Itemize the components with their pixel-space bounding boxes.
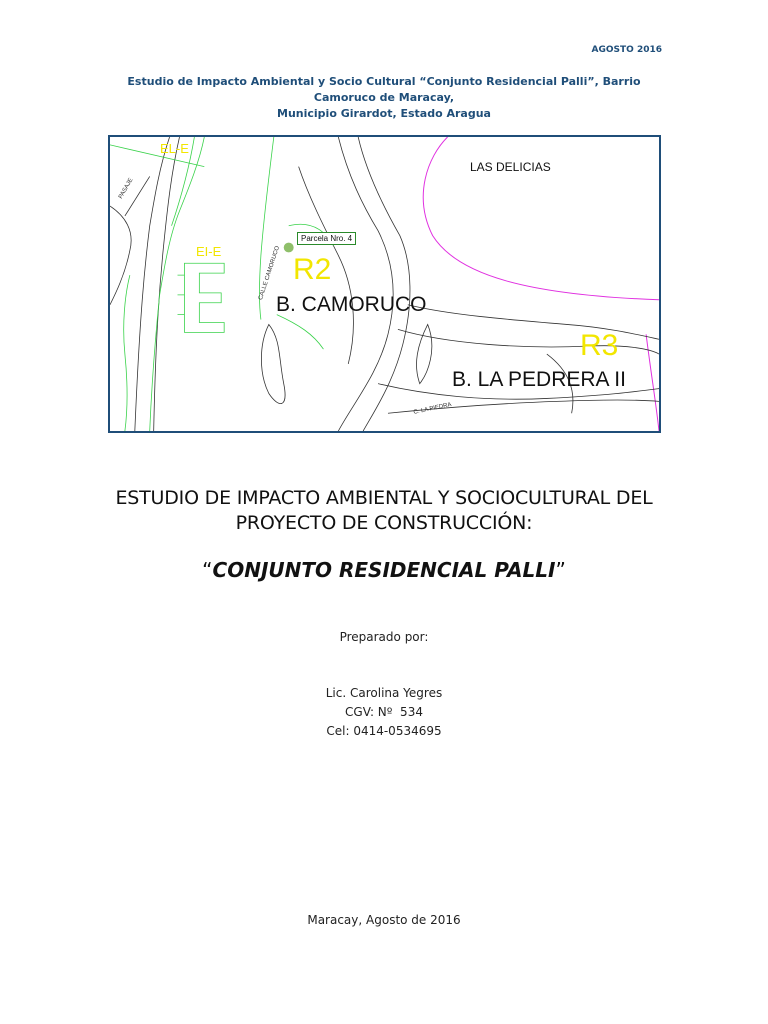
parcel-label: Parcela Nro. 4	[297, 232, 356, 245]
zone-label-el-e: EL-E	[160, 141, 189, 156]
road	[398, 329, 659, 354]
open-quote: “	[202, 558, 213, 582]
zone-line	[124, 275, 130, 431]
block-outline	[417, 324, 432, 383]
road	[358, 137, 410, 431]
location-map	[108, 135, 661, 433]
author-name: Lic. Carolina Yegres	[325, 686, 443, 700]
close-quote: ”	[555, 558, 566, 582]
project-name	[60, 558, 708, 582]
document-title	[60, 486, 708, 536]
place-date: Maracay, Agosto de 2016	[307, 913, 461, 927]
zone-label-r2: R2	[293, 253, 332, 286]
building-marks	[178, 275, 185, 314]
zone-label-ei-e: EI-E	[196, 244, 222, 259]
author-phone: Cel: 0414-0534695	[326, 724, 442, 738]
street-label-pasaje: PASAJE	[118, 177, 135, 200]
road	[408, 305, 659, 340]
area-label-b-la-pedrera: B. LA PEDRERA II	[452, 368, 626, 391]
zone-line	[110, 145, 204, 167]
header-title-line1: Estudio de Impacto Ambiental y Socio Cultural “Conjunto Residencial Palli”, Barrio Camoruco de Maracay,	[127, 75, 641, 104]
author-block	[0, 684, 768, 741]
document-title-line1: ESTUDIO DE IMPACTO AMBIENTAL Y SOCIOCULTURAL DEL	[115, 487, 653, 509]
parcel-marker	[284, 243, 294, 253]
block-outline	[261, 324, 285, 403]
boundary-line-east	[646, 334, 659, 431]
header-title	[100, 74, 668, 122]
road	[110, 206, 131, 305]
header-date: AGOSTO 2016	[591, 45, 662, 55]
area-label-las-delicias: LAS DELICIAS	[470, 160, 551, 174]
zone-label-r3: R3	[580, 329, 619, 362]
document-title-line2: PROYECTO DE CONSTRUCCIÓN:	[235, 512, 533, 534]
prepared-by-label: Preparado por:	[339, 630, 429, 644]
zone-line	[277, 315, 324, 350]
building-outline	[184, 263, 224, 332]
area-label-b-camoruco: B. CAMORUCO	[276, 293, 427, 316]
author-cgv: CGV: Nº 534	[345, 705, 423, 719]
project-name-text: CONJUNTO RESIDENCIAL PALLI	[212, 558, 556, 582]
street-label-calle-camoruco: CALLE CAMORUCO	[258, 245, 282, 301]
road	[338, 137, 393, 431]
street-label-la-piedra: C. LA PIEDRA	[413, 401, 453, 416]
header-title-line2: Municipio Girardot, Estado Aragua	[277, 107, 491, 120]
